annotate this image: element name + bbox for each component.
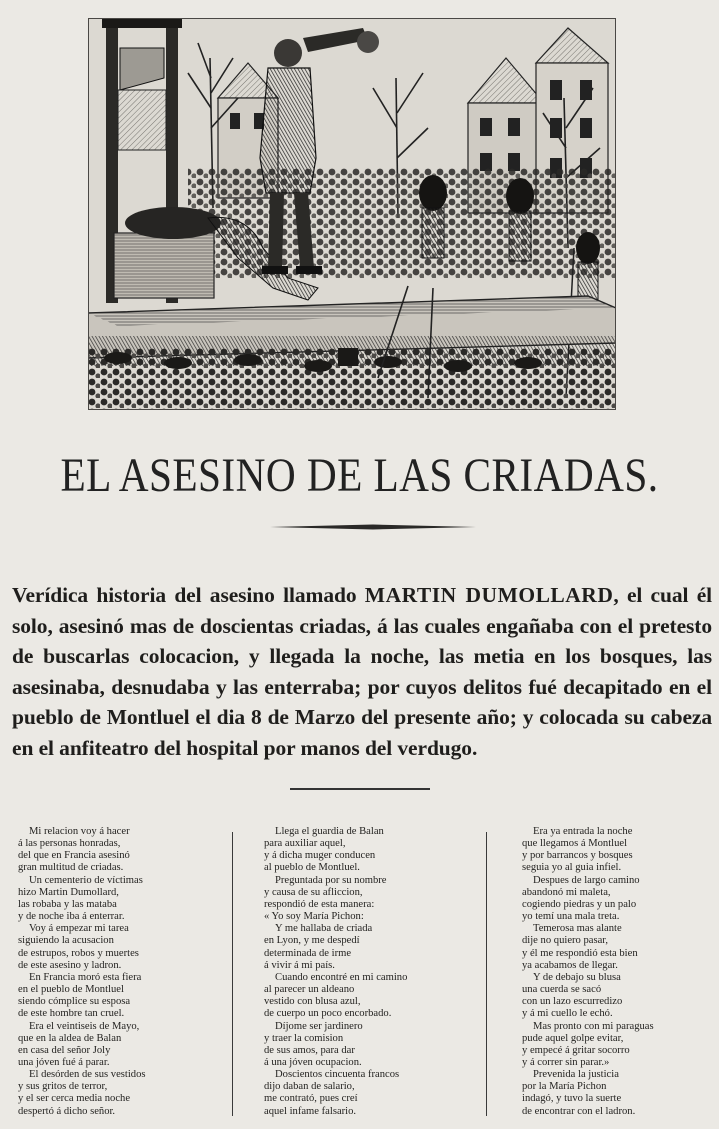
page-title: EL ASESINO DE LAS CRIADAS.	[60, 449, 659, 502]
ballad-columns	[18, 826, 708, 1122]
verse-line: de sus amos, para dar	[264, 1044, 355, 1056]
verse-line: Llega el guardia de Balan	[275, 826, 384, 837]
soldier-icon	[419, 175, 447, 258]
verse-line: Era el veintiseis de Mayo,	[29, 1020, 140, 1032]
verse-line: despertó á dicho señor.	[18, 1105, 116, 1117]
ballad-column-2	[264, 826, 464, 1118]
verse-line: Prevenida la justicia	[533, 1069, 619, 1081]
subtitle-body: , el cual él solo, asesinó mas de doscientas criadas, á las cuales engañaba con el pretesto de buscarlas colocacion, y llegada la noche, las metia en los bosques, las asesinaba, desnudaba y las enterraba; por cuyos delitos fué decapitado en el pueblo de Montluel el dia 8 de Marzo del presente año; y colocada su cabeza en el anfiteatro del hospital por manos del verdugo.	[12, 583, 713, 760]
verse-line: y á dicha muger conducen	[264, 850, 376, 862]
verse-line: pude aquel golpe evitar,	[522, 1032, 624, 1044]
verse-line: á vivir á mi país.	[264, 959, 335, 971]
verse-line: cogiendo piedras y un palo	[522, 898, 637, 910]
verse-line: dije no quiero pasar,	[522, 935, 609, 947]
verse-line: respondió de esta manera:	[264, 898, 375, 910]
verse-line: y de noche iba á enterrar.	[18, 911, 125, 923]
verse-line: por la María Pichon	[522, 1081, 607, 1093]
ornamental-rule	[270, 524, 476, 530]
verse-line: de encontrar con el ladron.	[522, 1105, 636, 1117]
verse-line: y empecé á gritar socorro	[522, 1044, 630, 1056]
verse-line: « Yo soy María Pichon:	[264, 911, 364, 923]
verse-line: ya acabamos de llegar.	[522, 959, 618, 971]
verse-line: de cuerpo un poco encorbado.	[264, 1008, 392, 1020]
verse-line: gran multitud de criadas.	[18, 862, 124, 874]
column-divider	[232, 832, 233, 1116]
verse-line: en casa del señor Joly	[18, 1044, 111, 1056]
verse-line: las robaba y las mataba	[18, 898, 117, 910]
verse-line: al parecer un aldeano	[264, 984, 355, 996]
verse-line: aquel infame falsario.	[264, 1105, 357, 1117]
verse-line: y el ser cerca media noche	[18, 1093, 131, 1105]
verse-line: determinada de irme	[264, 947, 352, 959]
verse-line: Preguntada por su nombre	[275, 874, 387, 886]
verse-line: y él me respondió esta bien	[522, 947, 638, 959]
verse-line: en Lyon, y me despedí	[264, 935, 360, 947]
verse-line: de estrupos, robos y muertes	[18, 947, 139, 959]
verse-line: á una jóven ocupacion.	[264, 1056, 362, 1068]
verse-line: con un lazo escurredizo	[522, 996, 623, 1008]
subtitle-intro: Verídica historia del asesino llamado	[12, 583, 357, 607]
verse-line: abandonó mi maleta,	[522, 886, 611, 898]
verse-line: y traer la comision	[264, 1032, 344, 1044]
verse-line: Voy á empezar mi tarea	[29, 923, 129, 935]
ballad-column-1	[18, 826, 218, 1118]
verse-line: y por barrancos y bosques	[522, 850, 633, 862]
verse-line: Y de debajo su blusa	[533, 971, 621, 983]
execution-illustration	[88, 18, 616, 410]
verse-line: y á correr sin parar.»	[522, 1056, 610, 1068]
verse-line: Era ya entrada la noche	[533, 826, 633, 837]
verse-line: Mi relacion voy á hacer	[29, 826, 130, 837]
section-divider	[290, 788, 430, 790]
verse-line: á las personas honradas,	[18, 838, 121, 850]
verse-line: dijo daban de salario,	[264, 1081, 355, 1093]
verse-line: en el pueblo de Montluel	[18, 984, 124, 996]
verse-line: En Francia moró esta fiera	[29, 971, 142, 983]
verse-line: que en la aldea de Balan	[18, 1032, 122, 1044]
verse-line: de este asesino y ladron.	[18, 959, 122, 971]
woodcut-scene	[88, 18, 616, 410]
verse-line: y á mi cuello le echó.	[522, 1008, 613, 1020]
verse-line: una jóven fué á parar.	[18, 1056, 110, 1068]
verse-line: al pueblo de Montluel.	[264, 862, 360, 874]
verse-line: que llegamos á Montluel	[522, 838, 628, 850]
subtitle-name: MARTIN DUMOLLARD	[364, 583, 614, 607]
subtitle-paragraph	[12, 580, 712, 763]
verse-line: Cuando encontré en mi camino	[275, 971, 408, 983]
verse-line: una cuerda se sacó	[522, 984, 602, 996]
verse-line: Doscientos cincuenta francos	[275, 1069, 400, 1081]
verse-line: Temerosa mas alante	[533, 923, 622, 935]
verse-line: del que en Francia asesinó	[18, 850, 130, 862]
column-divider	[486, 832, 487, 1116]
verse-line: Mas pronto con mi paraguas	[533, 1020, 654, 1032]
verse-line: hizo Martin Dumollard,	[18, 886, 119, 898]
verse-line: vestido con blusa azul,	[264, 996, 361, 1008]
verse-line: Despues de largo camino	[533, 874, 640, 886]
verse-line: Un cementerio de víctimas	[29, 874, 143, 886]
verse-line: El desórden de sus vestidos	[29, 1069, 146, 1081]
verse-line: seguia yo al guia infiel.	[522, 862, 622, 874]
verse-line: Díjome ser jardinero	[275, 1020, 363, 1032]
verse-line: siguiendo la acusacion	[18, 935, 114, 947]
verse-line: siendo cómplice su esposa	[18, 996, 131, 1008]
severed-head-icon	[357, 31, 379, 53]
soldier-icon	[506, 178, 534, 261]
verse-line: Y me hallaba de criada	[275, 923, 373, 935]
verse-line: yo temí una mala treta.	[522, 911, 620, 923]
verse-line: y sus gritos de terror,	[18, 1081, 108, 1093]
verse-line: de este hombre tan cruel.	[18, 1008, 125, 1020]
verse-line: indagó, y tuvo la suerte	[522, 1093, 622, 1105]
verse-line: y causa de su afliccion,	[264, 886, 363, 898]
verse-line: me contrató, pues creí	[264, 1093, 358, 1105]
verse-line: para auxiliar aquel,	[264, 838, 346, 850]
ballad-column-3	[522, 826, 719, 1118]
